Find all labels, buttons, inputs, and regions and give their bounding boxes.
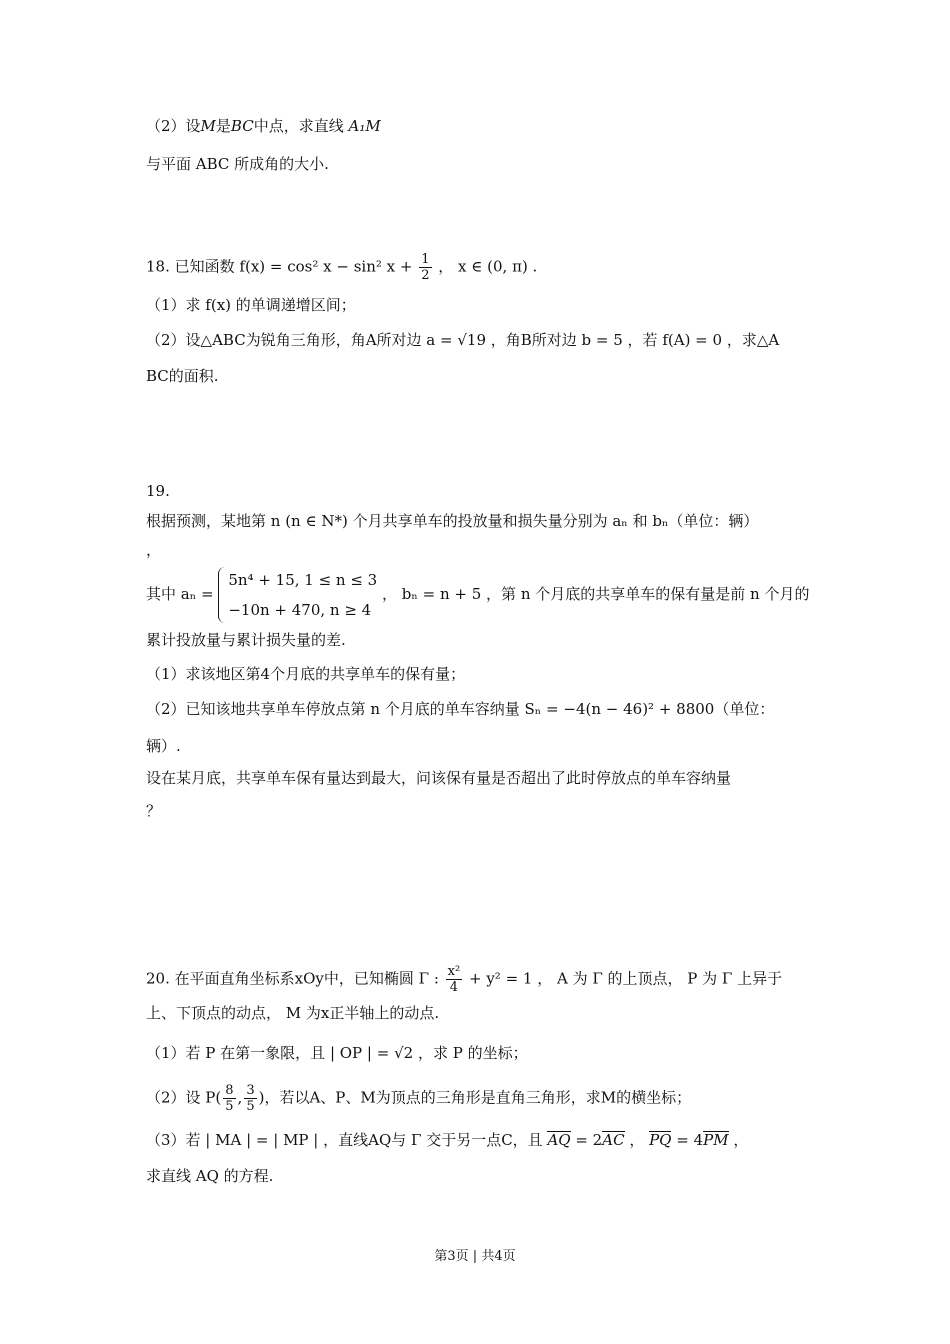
page-footer: 第3页 | 共4页 [434, 1249, 516, 1264]
p19-part2-question-cont: ？ [146, 802, 162, 820]
vector-pq: PQ [649, 1131, 672, 1149]
p20-py-num: 3 [246, 1083, 255, 1098]
p19-an-definition [146, 564, 809, 625]
p18-stem [146, 252, 537, 283]
p20-ellipse-fraction [446, 964, 463, 995]
p18-part2: （2）设△ABC为锐角三角形，角A所对边 a = √19 ，角B所对边 b = 5 ，若 f(A) = 0 ，求△A [146, 331, 780, 349]
p19-part1: （1）求该地区第4个月底的共享单车的保有量； [146, 665, 466, 683]
p18-half-den: 2 [421, 268, 430, 283]
p20-ellipse-num: x² [447, 964, 461, 979]
vector-pm: PM [703, 1131, 729, 1149]
p20-part2-prefix: （2）设 P( [146, 1088, 222, 1107]
p20-px-num: 8 [225, 1083, 234, 1098]
p18-number: 18. [146, 257, 170, 276]
p19-case1: 5n⁴ + 15, 1 ≤ n ≤ 3 [228, 571, 378, 589]
p20-sep: ， [624, 1131, 650, 1149]
p20-part3 [146, 1130, 748, 1150]
p18-fraction-half [419, 252, 431, 283]
p19-part2: （2）已知该地共享单车停放点第 n 个月底的单车容纳量 Sₙ = −4(n − 46)² + 8800（单位： [146, 700, 775, 718]
p20-stem-a: 在平面直角坐标系xOy中，已知椭圆 Γ : [174, 969, 439, 988]
p17-var-a1m: A₁M [348, 117, 381, 135]
p17-part2 [146, 116, 381, 136]
p20-comma: , [237, 1088, 243, 1107]
p20-part3-cont: 求直线 AQ 的方程. [146, 1167, 274, 1185]
p19-number: 19. [146, 482, 170, 500]
p19-piecewise [218, 565, 377, 625]
p20-py-den: 5 [246, 1099, 255, 1114]
p19-stem1-cont: ， [146, 541, 162, 559]
p19-part2-cont: 辆）. [146, 737, 181, 755]
p20-ellipse-den: 4 [449, 980, 459, 995]
p17-var-m: M [200, 117, 216, 135]
p20-number: 20. [146, 969, 170, 988]
p18-stem-b: ， x ∈ (0, π) . [438, 257, 538, 276]
p19-stem1: 根据预测，某地第 n (n ∈ N*) 个月共享单车的投放量和损失量分别为 aₙ 和 bₙ（单位：辆） [146, 512, 759, 530]
p19-case2: −10n + 470, n ≥ 4 [228, 601, 372, 619]
p20-stem-b: + y² = 1 ， A 为 Γ 的上顶点， P 为 Γ 上异于 [468, 969, 783, 988]
p20-stem [146, 964, 782, 995]
p20-eq4: = 4 [671, 1131, 704, 1149]
p18-stem-a: 已知函数 f(x) = cos² x − sin² x + [174, 257, 413, 276]
p20-part2 [146, 1083, 691, 1114]
vector-aq: AQ [547, 1131, 571, 1149]
p18-part1: （1）求 f(x) 的单调递增区间； [146, 296, 356, 314]
p18-part2-cont: BC的面积. [146, 367, 219, 385]
p18-half-num: 1 [421, 252, 430, 267]
p19-an-label: 其中 aₙ = [146, 585, 214, 603]
p20-py-fraction [244, 1083, 256, 1114]
p20-part3-prefix: （3）若 | MA | = | MP | ，直线AQ与 Γ 交于另一点C，且 [146, 1131, 548, 1149]
p20-eq2: = 2 [570, 1131, 603, 1149]
brace-icon [218, 567, 226, 623]
vector-ac: AC [602, 1131, 625, 1149]
p19-part2-question: 设在某月底，共享单车保有量达到最大，问该保有量是否超出了此时停放点的单车容纳量 [146, 769, 732, 787]
p20-stem-cont: 上、下顶点的动点， M 为x正半轴上的动点. [146, 1004, 440, 1022]
p20-px-fraction [223, 1083, 235, 1114]
p19-stem2: ， bₙ = n + 5 ，第 n 个月底的共享单车的保有量是前 n 个月的 [382, 585, 810, 603]
p20-px-den: 5 [225, 1099, 234, 1114]
p20-part1: （1）若 P 在第一象限，且 | OP | = √2 ，求 P 的坐标； [146, 1044, 528, 1062]
p17-text-shi: 是 [215, 117, 231, 135]
p20-part3-end: ， [728, 1131, 749, 1149]
p19-stem3: 累计投放量与累计损失量的差. [146, 631, 346, 649]
p17-text-midpoint: 中点，求直线 [253, 117, 349, 135]
p17-part2-cont: 与平面 ABC 所成角的大小. [146, 155, 329, 173]
p20-part2-suffix: )，若以A、P、M为顶点的三角形是直角三角形，求M的横坐标； [258, 1088, 692, 1107]
p17-var-bc: BC [230, 117, 254, 135]
p17-part2-prefix: （2）设 [146, 117, 201, 135]
